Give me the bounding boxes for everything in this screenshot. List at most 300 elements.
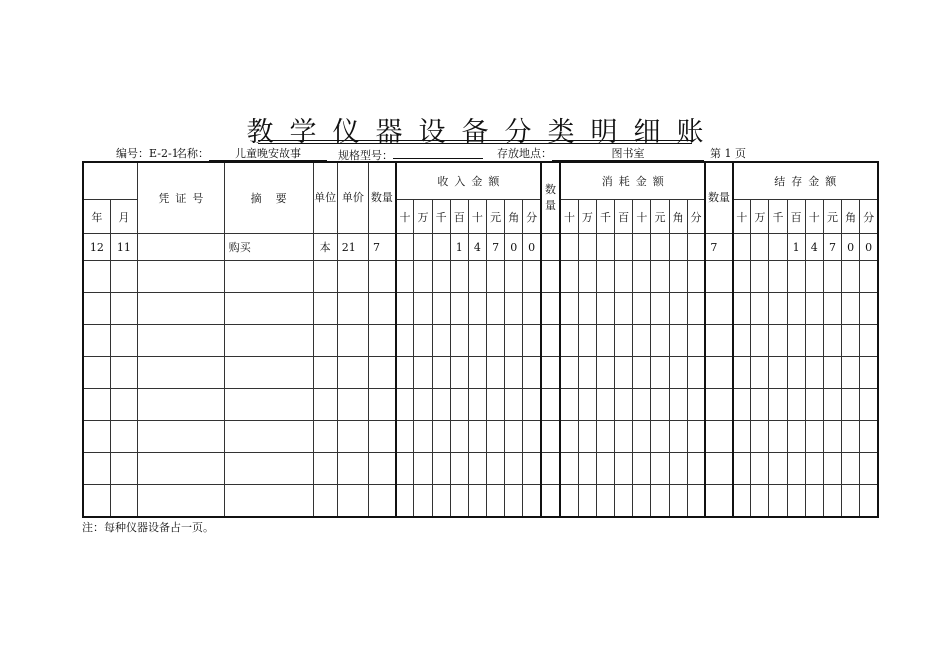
income-digit-cell: [414, 325, 432, 357]
location-label: 存放地点：: [497, 147, 552, 160]
consume-digit-cell: [687, 357, 705, 389]
consume-digit-cell: [687, 389, 705, 421]
balance-digit-cell: [860, 453, 878, 485]
balance-qty-cell: [705, 389, 732, 421]
income-digit-cell: [432, 234, 450, 261]
balance-digit-cell: [787, 453, 805, 485]
balance-digit-cell: [842, 261, 860, 293]
summary-cell: [224, 421, 313, 453]
year-cell: [83, 453, 110, 485]
consume-qty-cell: [541, 389, 560, 421]
location-value: 图书室: [552, 147, 704, 161]
consume-digit-cell: [596, 389, 614, 421]
summary-cell: [224, 357, 313, 389]
consume-digit-cell: [651, 485, 669, 518]
income-digit-cell: [432, 293, 450, 325]
info-page: [710, 145, 746, 161]
income-digit-cell: [450, 325, 468, 357]
consume-digit-cell: [578, 261, 596, 293]
consume-digit-header: 元: [651, 200, 669, 234]
balance-digit-cell: [787, 485, 805, 518]
info-location: [497, 145, 704, 161]
income-digit-cell: [468, 261, 486, 293]
income-digit-cell: [414, 293, 432, 325]
month-cell: [110, 357, 137, 389]
table-row: [83, 293, 878, 325]
page-number: 1: [724, 147, 732, 160]
income-digit-cell: [450, 357, 468, 389]
consume-digit-cell: [669, 293, 687, 325]
code-value: E-2-1: [149, 147, 179, 160]
consume-qty-cell: [541, 421, 560, 453]
income-digit-cell: [396, 325, 414, 357]
consume-digit-cell: [615, 421, 633, 453]
income-digit-cell: [505, 485, 523, 518]
consume-digit-cell: [651, 325, 669, 357]
balance-digit-cell: [842, 389, 860, 421]
consume-digit-cell: [687, 293, 705, 325]
year-cell: [83, 389, 110, 421]
balance-qty-cell: [705, 261, 732, 293]
unit-cell: [313, 357, 337, 389]
consume-digit-cell: [596, 485, 614, 518]
summary-header: 摘要: [224, 162, 313, 234]
consume-digit-cell: [687, 485, 705, 518]
income-digit-cell: [432, 325, 450, 357]
balance-digit-cell: [751, 453, 769, 485]
header-row-1: [83, 162, 878, 200]
spec-label: 规格型号：: [338, 149, 393, 162]
income-header: 收入金额: [396, 162, 541, 200]
consume-digit-cell: [615, 453, 633, 485]
consume-digit-cell: [560, 293, 578, 325]
name-value: 儿童晚安故事: [209, 147, 327, 161]
consume-digit-cell: [596, 421, 614, 453]
info-name: [176, 145, 327, 161]
table-row: [83, 485, 878, 518]
date-header: [83, 162, 137, 200]
balance-digit-cell: [860, 357, 878, 389]
income-digit-cell: [396, 293, 414, 325]
income-digit-cell: [432, 485, 450, 518]
price-cell: 21: [337, 234, 368, 261]
balance-digit-cell: [733, 325, 751, 357]
income-digit-cell: [432, 453, 450, 485]
balance-digit-cell: [751, 421, 769, 453]
voucher-header: 凭证号: [137, 162, 224, 234]
consume-qty-cell: [541, 293, 560, 325]
income-digit-cell: [414, 389, 432, 421]
income-digit-cell: [450, 421, 468, 453]
balance-digit-cell: [769, 261, 787, 293]
income-digit-cell: [414, 357, 432, 389]
consume-digit-cell: [578, 389, 596, 421]
income-digit-cell: [396, 234, 414, 261]
consume-digit-cell: [560, 421, 578, 453]
income-digit-cell: [468, 325, 486, 357]
voucher-cell: [137, 421, 224, 453]
balance-digit-cell: [805, 325, 823, 357]
month-cell: [110, 389, 137, 421]
consume-digit-cell: [578, 234, 596, 261]
income-digit-header: 分: [523, 200, 541, 234]
consume-digit-cell: [651, 389, 669, 421]
consume-digit-cell: [596, 357, 614, 389]
income-digit-cell: 1: [450, 234, 468, 261]
income-digit-cell: [396, 389, 414, 421]
income-digit-cell: [432, 389, 450, 421]
month-cell: [110, 453, 137, 485]
price-cell: [337, 453, 368, 485]
balance-digit-cell: [860, 325, 878, 357]
consume-digit-cell: [596, 261, 614, 293]
consume-digit-cell: [615, 485, 633, 518]
income-digit-cell: [486, 325, 504, 357]
consume-digit-cell: [633, 357, 651, 389]
consume-digit-cell: [633, 293, 651, 325]
consume-digit-cell: [596, 325, 614, 357]
income-digit-header: 十: [468, 200, 486, 234]
consume-digit-cell: [669, 261, 687, 293]
consume-digit-cell: [578, 485, 596, 518]
balance-digit-cell: [769, 421, 787, 453]
price-cell: [337, 485, 368, 518]
income-digit-cell: [468, 357, 486, 389]
income-digit-cell: [505, 293, 523, 325]
consume-digit-header: 万: [578, 200, 596, 234]
qty-cell: [368, 325, 395, 357]
balance-digit-cell: [769, 485, 787, 518]
balance-digit-cell: [751, 389, 769, 421]
balance-qty-cell: [705, 453, 732, 485]
balance-digit-header: 元: [823, 200, 841, 234]
income-digit-cell: [396, 357, 414, 389]
balance-digit-cell: [751, 293, 769, 325]
income-digit-cell: [414, 485, 432, 518]
month-cell: [110, 325, 137, 357]
summary-cell: [224, 261, 313, 293]
consume-header: 消耗金额: [560, 162, 705, 200]
consume-digit-cell: [596, 234, 614, 261]
balance-digit-cell: [805, 293, 823, 325]
voucher-cell: [137, 325, 224, 357]
unit-cell: [313, 261, 337, 293]
balance-digit-cell: [860, 261, 878, 293]
consume-qty-cell: [541, 485, 560, 518]
income-digit-cell: [450, 389, 468, 421]
balance-digit-header: 千: [769, 200, 787, 234]
consume-digit-cell: [578, 325, 596, 357]
qty-cell: [368, 421, 395, 453]
price-cell: [337, 357, 368, 389]
price-header: 单价: [337, 162, 368, 234]
income-digit-cell: [523, 357, 541, 389]
balance-digit-cell: [842, 485, 860, 518]
balance-digit-cell: [823, 357, 841, 389]
balance-digit-cell: [769, 293, 787, 325]
balance-digit-header: 十: [805, 200, 823, 234]
balance-digit-cell: [751, 325, 769, 357]
voucher-cell: [137, 234, 224, 261]
consume-digit-cell: [560, 357, 578, 389]
consume-digit-cell: [596, 453, 614, 485]
consume-digit-cell: [633, 325, 651, 357]
consume-digit-cell: [615, 261, 633, 293]
consume-digit-cell: [560, 325, 578, 357]
balance-digit-cell: [805, 357, 823, 389]
income-digit-cell: [414, 453, 432, 485]
balance-digit-header: 万: [751, 200, 769, 234]
table-row: [83, 453, 878, 485]
year-cell: [83, 261, 110, 293]
consume-digit-cell: [669, 234, 687, 261]
balance-digit-cell: [805, 261, 823, 293]
balance-digit-cell: [842, 453, 860, 485]
balance-digit-cell: [769, 453, 787, 485]
income-digit-cell: [486, 485, 504, 518]
income-digit-cell: [450, 453, 468, 485]
consume-digit-cell: [578, 421, 596, 453]
balance-digit-header: 分: [860, 200, 878, 234]
balance-digit-cell: [733, 421, 751, 453]
consume-digit-cell: [669, 325, 687, 357]
voucher-cell: [137, 261, 224, 293]
ledger-body: [83, 162, 878, 517]
balance-digit-cell: [751, 261, 769, 293]
income-digit-header: 角: [505, 200, 523, 234]
balance-digit-cell: [823, 293, 841, 325]
balance-digit-cell: [860, 421, 878, 453]
consume-digit-cell: [651, 421, 669, 453]
income-digit-cell: [523, 453, 541, 485]
consume-qty-cell: [541, 453, 560, 485]
balance-digit-cell: [787, 357, 805, 389]
income-digit-cell: [432, 261, 450, 293]
unit-cell: [313, 485, 337, 518]
balance-digit-cell: [787, 389, 805, 421]
unit-cell: [313, 293, 337, 325]
income-digit-cell: [486, 261, 504, 293]
income-digit-cell: 0: [523, 234, 541, 261]
balance-qty-cell: [705, 325, 732, 357]
income-digit-cell: [486, 453, 504, 485]
unit-cell: [313, 453, 337, 485]
qty-cell: [368, 485, 395, 518]
income-digit-header: 百: [450, 200, 468, 234]
income-digit-cell: [486, 293, 504, 325]
consume-digit-cell: [651, 357, 669, 389]
voucher-cell: [137, 389, 224, 421]
consume-digit-cell: [578, 293, 596, 325]
spec-value: [393, 145, 483, 159]
balance-digit-cell: [842, 357, 860, 389]
unit-cell: [313, 325, 337, 357]
voucher-cell: [137, 293, 224, 325]
income-digit-cell: [523, 389, 541, 421]
balance-qty-header: 数量: [705, 162, 732, 234]
title-underline: [258, 140, 692, 144]
balance-digit-cell: [805, 485, 823, 518]
balance-qty-cell: [705, 485, 732, 518]
summary-cell: [224, 453, 313, 485]
income-digit-cell: [505, 389, 523, 421]
consume-digit-cell: [687, 234, 705, 261]
income-digit-cell: 7: [486, 234, 504, 261]
balance-digit-cell: [787, 293, 805, 325]
income-digit-cell: [523, 293, 541, 325]
balance-digit-cell: [842, 421, 860, 453]
balance-digit-cell: [805, 453, 823, 485]
balance-digit-cell: [733, 234, 751, 261]
income-digit-cell: [468, 389, 486, 421]
month-cell: [110, 261, 137, 293]
balance-digit-cell: 7: [823, 234, 841, 261]
consume-digit-header: 百: [615, 200, 633, 234]
summary-cell: [224, 325, 313, 357]
income-digit-cell: [396, 485, 414, 518]
balance-digit-cell: [769, 325, 787, 357]
qty-cell: [368, 357, 395, 389]
income-digit-header: 十: [396, 200, 414, 234]
income-digit-cell: [432, 357, 450, 389]
consume-qty-cell: [541, 325, 560, 357]
income-digit-cell: [505, 421, 523, 453]
income-digit-cell: [450, 485, 468, 518]
year-cell: [83, 325, 110, 357]
consume-digit-cell: [615, 325, 633, 357]
qty-header: 数量: [368, 162, 395, 234]
balance-digit-cell: [787, 421, 805, 453]
income-digit-cell: [414, 421, 432, 453]
consume-digit-header: 十: [560, 200, 578, 234]
name-label: 名称：: [176, 147, 209, 160]
consume-digit-cell: [633, 261, 651, 293]
consume-digit-cell: [578, 357, 596, 389]
consume-digit-cell: [651, 453, 669, 485]
consume-digit-cell: [669, 389, 687, 421]
qty-cell: [368, 261, 395, 293]
income-digit-cell: 0: [505, 234, 523, 261]
balance-digit-cell: [733, 453, 751, 485]
consume-qty-header: 数量: [541, 162, 560, 234]
qty-cell: 7: [368, 234, 395, 261]
balance-digit-cell: [860, 485, 878, 518]
price-cell: [337, 325, 368, 357]
balance-digit-cell: [860, 389, 878, 421]
consume-digit-cell: [669, 421, 687, 453]
income-digit-cell: [523, 421, 541, 453]
consume-digit-cell: [651, 234, 669, 261]
unit-cell: [313, 389, 337, 421]
income-digit-cell: [396, 421, 414, 453]
month-cell: [110, 485, 137, 518]
balance-digit-cell: [823, 389, 841, 421]
consume-digit-cell: [669, 485, 687, 518]
balance-digit-cell: [860, 293, 878, 325]
income-digit-cell: [468, 453, 486, 485]
balance-digit-cell: 0: [860, 234, 878, 261]
unit-cell: [313, 421, 337, 453]
balance-digit-header: 角: [842, 200, 860, 234]
qty-cell: [368, 389, 395, 421]
price-cell: [337, 421, 368, 453]
consume-digit-cell: [560, 261, 578, 293]
consume-digit-cell: [615, 293, 633, 325]
summary-cell: 购买: [224, 234, 313, 261]
month-header: 月: [110, 200, 137, 234]
consume-digit-cell: [615, 357, 633, 389]
consume-digit-cell: [633, 453, 651, 485]
balance-digit-cell: [823, 485, 841, 518]
income-digit-cell: [414, 234, 432, 261]
voucher-cell: [137, 357, 224, 389]
income-digit-cell: [450, 293, 468, 325]
summary-cell: [224, 389, 313, 421]
consume-digit-cell: [687, 261, 705, 293]
income-digit-cell: [523, 325, 541, 357]
consume-digit-cell: [578, 453, 596, 485]
balance-digit-cell: [769, 234, 787, 261]
income-digit-cell: [505, 325, 523, 357]
income-digit-cell: [468, 293, 486, 325]
income-digit-cell: [523, 261, 541, 293]
balance-header: 结存金额: [733, 162, 878, 200]
year-cell: [83, 357, 110, 389]
balance-qty-cell: 7: [705, 234, 732, 261]
month-cell: [110, 293, 137, 325]
page-prefix: 第: [710, 147, 721, 160]
balance-qty-cell: [705, 421, 732, 453]
code-label: 编号：: [116, 147, 149, 160]
income-digit-cell: [486, 389, 504, 421]
income-digit-cell: [468, 421, 486, 453]
table-row: [83, 389, 878, 421]
balance-digit-cell: [733, 389, 751, 421]
balance-qty-cell: [705, 357, 732, 389]
voucher-cell: [137, 453, 224, 485]
income-digit-cell: [468, 485, 486, 518]
footnote: 注：每种仪器设备占一页。: [82, 521, 214, 534]
ledger-title: 教学仪器设备分类明细账: [246, 117, 720, 148]
consume-digit-header: 千: [596, 200, 614, 234]
income-digit-cell: [432, 421, 450, 453]
consume-digit-cell: [560, 485, 578, 518]
consume-digit-cell: [669, 357, 687, 389]
consume-digit-cell: [633, 485, 651, 518]
year-header: 年: [83, 200, 110, 234]
consume-digit-cell: [615, 234, 633, 261]
qty-cell: [368, 453, 395, 485]
balance-digit-cell: [787, 261, 805, 293]
unit-header: 单位: [313, 162, 337, 234]
table-row: [83, 261, 878, 293]
income-digit-cell: [505, 261, 523, 293]
balance-digit-cell: [805, 389, 823, 421]
balance-digit-header: 百: [787, 200, 805, 234]
table-row: [83, 325, 878, 357]
balance-digit-cell: [769, 357, 787, 389]
consume-digit-header: 十: [633, 200, 651, 234]
income-digit-header: 元: [486, 200, 504, 234]
income-digit-cell: [505, 357, 523, 389]
balance-digit-cell: [733, 357, 751, 389]
balance-digit-cell: [787, 325, 805, 357]
year-cell: [83, 293, 110, 325]
balance-digit-cell: [823, 325, 841, 357]
consume-digit-cell: [633, 389, 651, 421]
balance-digit-cell: [842, 325, 860, 357]
income-digit-header: 千: [432, 200, 450, 234]
